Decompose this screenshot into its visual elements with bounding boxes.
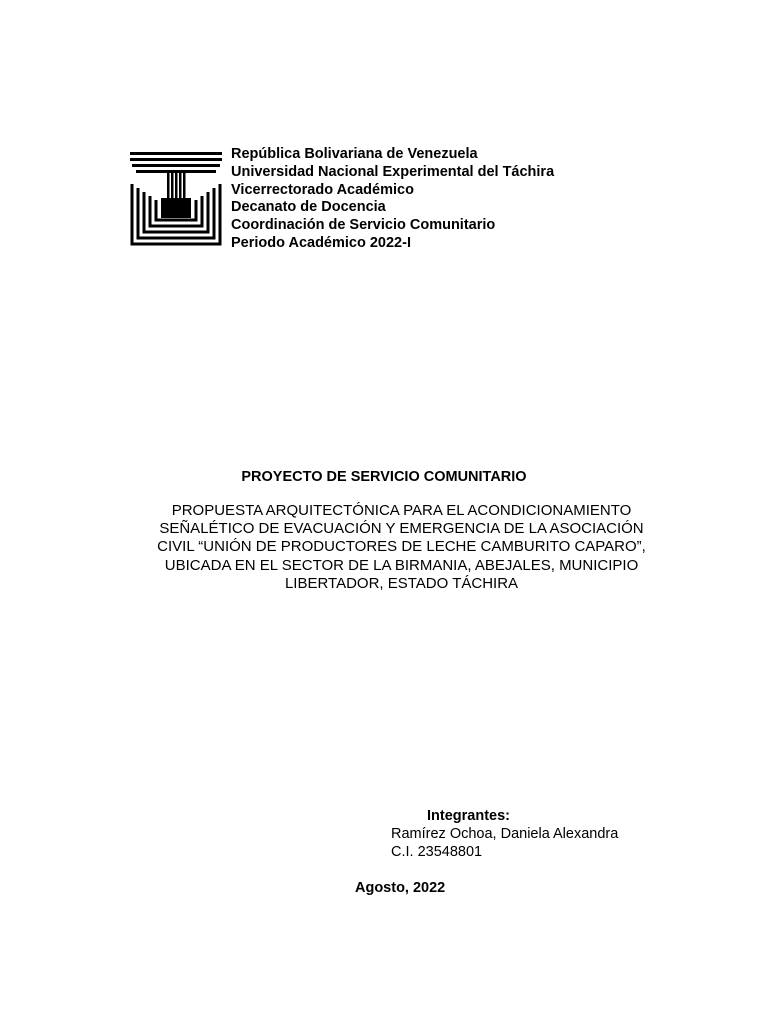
member-name: Ramírez Ochoa, Daniela Alexandra — [391, 826, 619, 842]
project-title-line: SEÑALÉTICO DE EVACUACIÓN Y EMERGENCIA DE LA ASOCIACIÓN — [159, 520, 644, 538]
header-line-coordinacion: Coordinación de Servicio Comunitario — [231, 217, 496, 234]
members-label: Integrantes: — [427, 808, 510, 824]
project-title — [140, 502, 663, 593]
header-line-decanato: Decanato de Docencia — [231, 199, 386, 216]
project-title-line: LIBERTADOR, ESTADO TÁCHIRA — [284, 574, 519, 592]
document-date: Agosto, 2022 — [355, 880, 446, 896]
institution-header — [231, 146, 554, 253]
header-line-university: Universidad Nacional Experimental del Táchira — [231, 163, 555, 180]
header-line-vicerrectorado: Vicerrectorado Académico — [231, 181, 414, 198]
header-line-republic: República Bolivariana de Venezuela — [231, 146, 478, 162]
project-title-line: CIVIL “UNIÓN DE PRODUCTORES DE LECHE CAMBURITO CAPARO”, — [157, 538, 646, 556]
project-heading: PROYECTO DE SERVICIO COMUNITARIO — [241, 469, 527, 485]
header-line-periodo: Periodo Académico 2022-I — [231, 234, 411, 251]
university-logo-icon — [130, 150, 222, 246]
project-title-line: PROPUESTA ARQUITECTÓNICA PARA EL ACONDICIONAMIENTO — [171, 502, 632, 519]
member-id: C.I. 23548801 — [391, 844, 483, 860]
project-title-line: UBICADA EN EL SECTOR DE LA BIRMANIA, ABEJALES, MUNICIPIO — [164, 556, 639, 574]
